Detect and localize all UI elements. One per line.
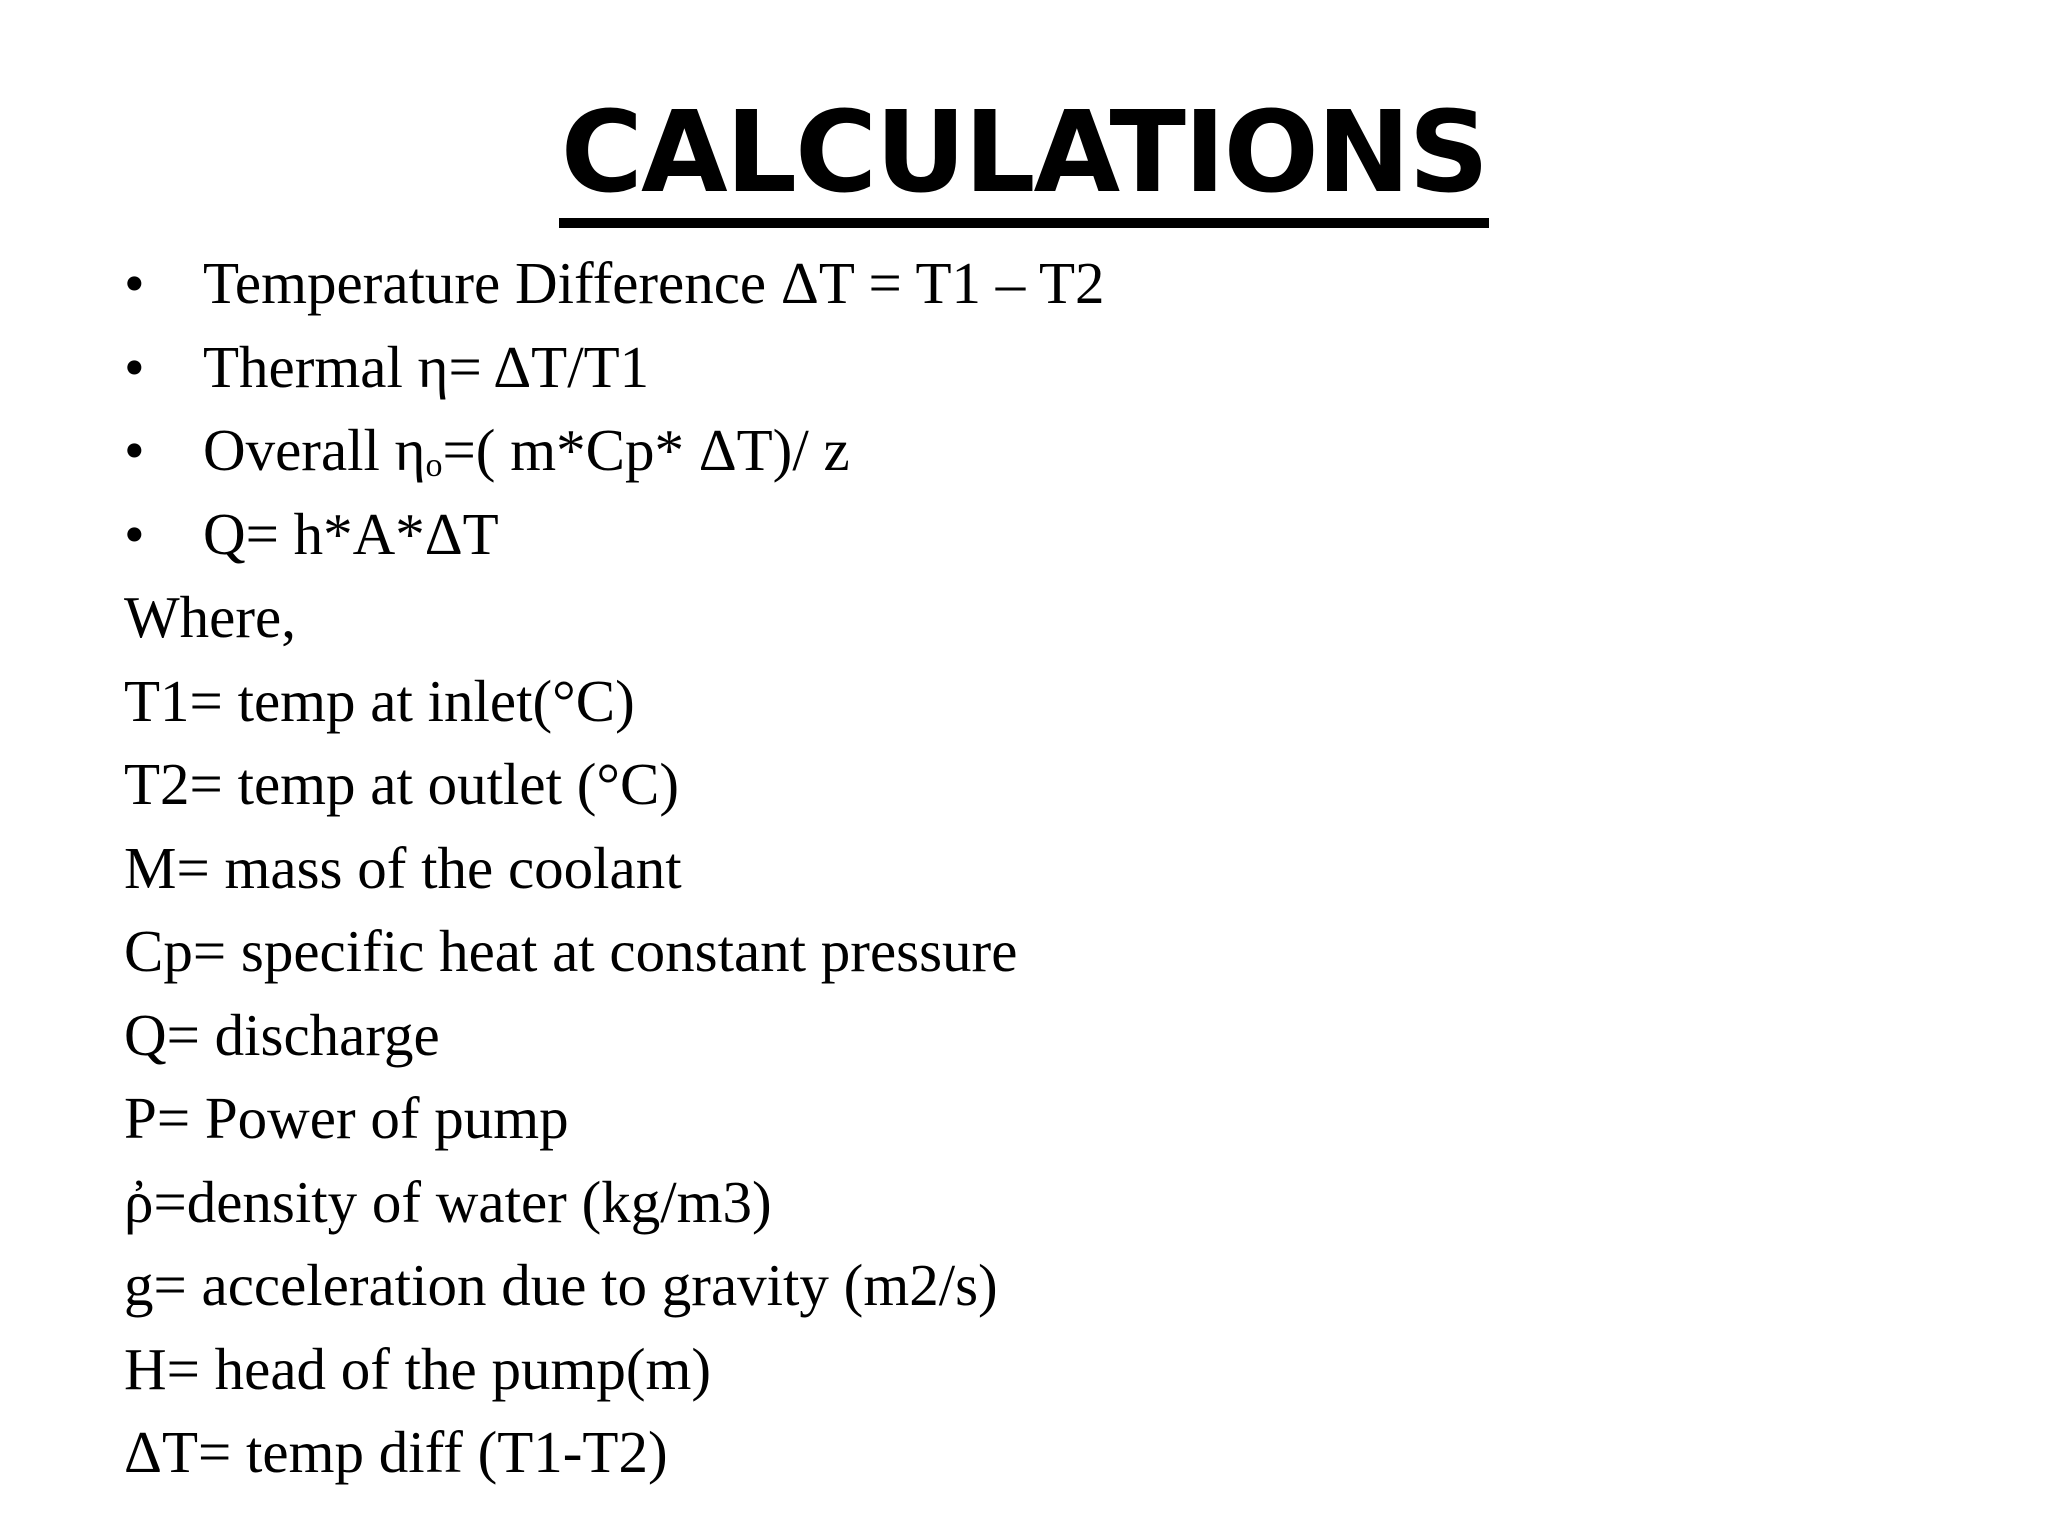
slide-title [0,78,2048,228]
definition-cp: Cp= specific heat at constant pressure [124,918,1018,984]
definition-power: P= Power of pump [124,1085,569,1151]
definition-temp-diff: ΔT= temp diff (T1-T2) [124,1419,668,1485]
formula-subscript: o [425,447,443,484]
bullet-item-temperature-difference [124,242,2004,326]
definition-t1: T1= temp at inlet(°C) [124,667,635,734]
where-label: Where, [124,584,296,650]
definition-discharge: Q= discharge [124,1001,440,1068]
definition-gravity: g= acceleration due to gravity (m2/s) [124,1252,998,1318]
bullet-text: Temperature Difference ΔT = T1 – T2 [203,250,1105,316]
bullet-item-overall-efficiency [124,409,2004,493]
slide-title-text: CALCULATIONS [559,88,1489,228]
formula-suffix: =( m*Cp* ΔT)/ z [442,417,850,483]
definition-head: H= head of the pump(m) [124,1335,712,1402]
bullet-text: Thermal η= ΔT/T1 [203,333,650,400]
bullet-icon: • [124,417,145,483]
bullet-icon: • [124,500,145,567]
bullet-icon: • [124,333,145,400]
bullet-item-heat-transfer [124,493,2004,577]
definition-t2: T2= temp at outlet (°C) [124,751,679,817]
definition-mass: M= mass of the coolant [124,834,682,901]
bullet-text: Q= h*A*ΔT [203,500,499,567]
slide-body [124,242,2004,1495]
bullet-icon: • [124,250,145,316]
bullet-item-thermal-efficiency [124,326,2004,410]
formula-prefix: Overall η [203,417,426,483]
definition-density: ῤ=density of water (kg/m3) [124,1168,772,1235]
